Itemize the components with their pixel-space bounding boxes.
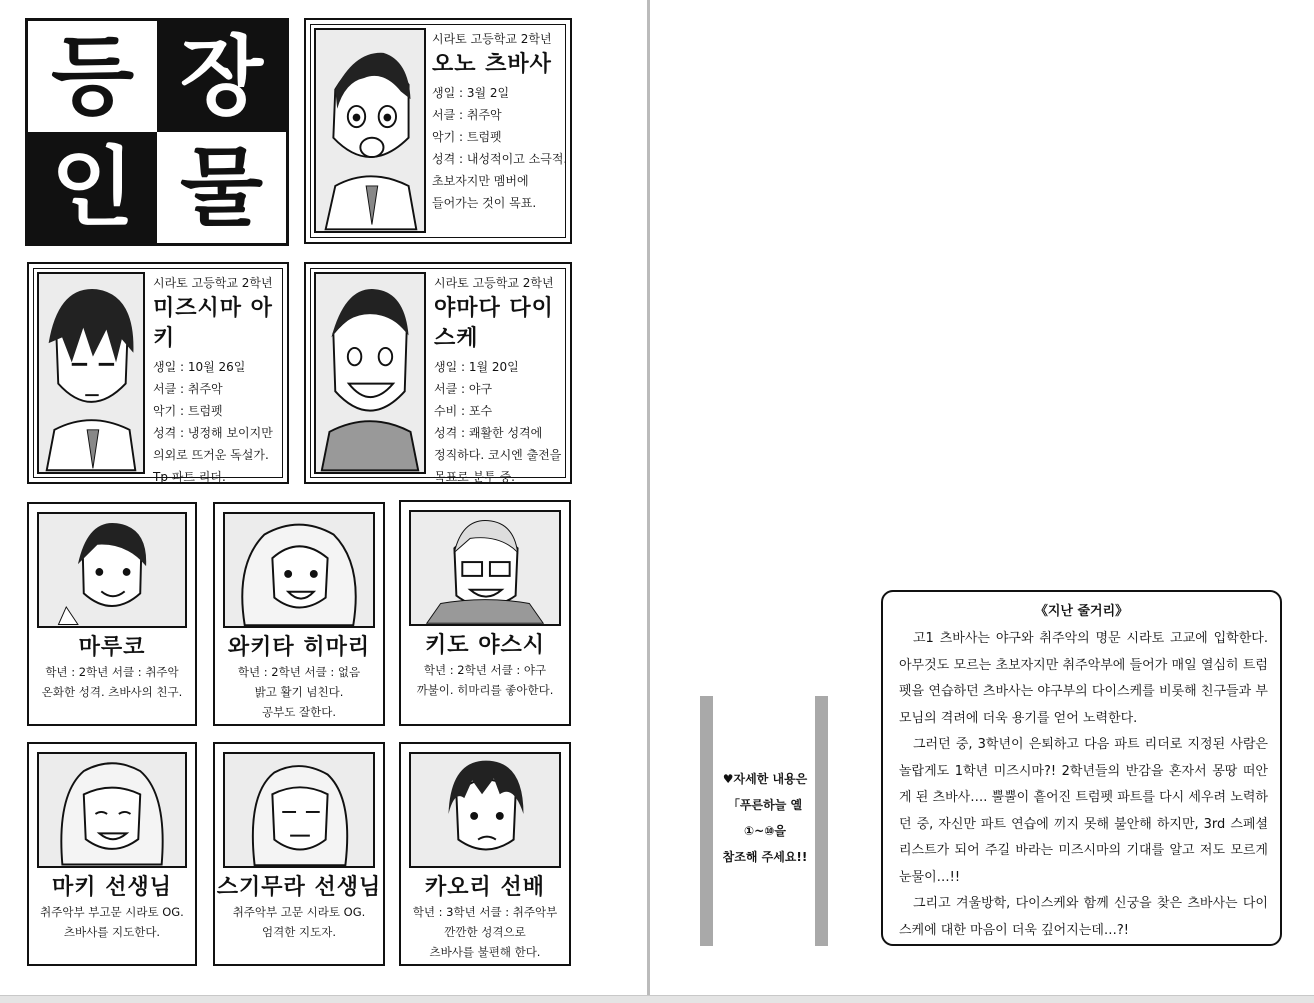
character-detail: 성격 : 냉정해 보이지만 [153,426,273,440]
character-detail: 악기 : 트럼펫 [153,404,223,418]
character-school: 시라토 고등학교 2학년 [153,276,273,290]
title-char: 물 [157,132,286,243]
character-detail: 성격 : 쾌활한 성격에 [434,426,543,440]
character-info [434,272,570,488]
character-detail: 서클 : 취주악 [432,108,502,122]
character-name: 키도 야스시 [425,633,545,658]
reference-note [715,766,815,870]
note-line: ♥자세한 내용은 [722,772,808,786]
decorative-bar-right [815,696,828,946]
side-character-card [27,502,197,726]
character-detail: 서클 : 취주악 [153,382,223,396]
character-card-mizushima [27,262,289,484]
character-detail: 생일 : 1월 20일 [434,360,519,374]
side-character-card [27,742,197,966]
character-description [219,662,379,722]
character-name: 야마다 다이스케 [434,296,554,351]
character-detail: 츠바사를 불편해 한다. [429,945,541,959]
character-detail: 온화한 성격. 츠바사의 친구. [41,685,183,699]
summary-paragraph: 그리고 겨울방학, 다이스케와 함께 신궁을 찾은 츠바사는 다이스케에 대한 마음이 더욱 깊어지는데…?! [899,896,1268,938]
side-character-card [399,500,571,726]
summary-paragraph: 고1 츠바사는 야구와 취주악의 명문 시라토 고교에 입학한다. 아무것도 모르는 초보자지만 취주악부에 들어가 매일 열심히 트럼펫을 연습하던 츠바사는 야구부의 다이스케를 비롯해 친구들과 부모님의 격려에 더욱 용기를 얻어 노력한다. [899,631,1268,726]
character-detail: 생일 : 10월 26일 [153,360,246,374]
character-school: 시라토 고등학교 2학년 [434,276,554,290]
character-detail: 들어가는 것이 목표. [432,196,537,210]
title-char: 등 [28,21,157,132]
character-description [405,660,565,700]
character-name: 마키 선생님 [52,875,172,900]
character-detail: 정직하다. 코시엔 출전을 [434,448,562,462]
character-detail: 까불이. 히마리를 좋아한다. [416,683,554,697]
character-card-tsubasa [304,18,572,244]
character-portrait [37,272,145,474]
character-card-daisuke [304,262,572,484]
character-name: 와키타 히마리 [227,635,371,660]
character-detail: 초보자지만 멤버에 [432,174,529,188]
note-line: ①~⑩을 [744,824,786,838]
character-description [219,902,379,942]
character-description [405,902,565,962]
character-detail: Tp 파트 리더. [153,470,226,484]
character-detail: 취주악부 고문 시라토 OG. [232,905,366,919]
summary-title: 《지난 줄거리》 [1034,604,1129,619]
character-detail: 취주악부 부고문 시라토 OG. [40,905,184,919]
character-name: 스기무라 선생님 [216,875,382,900]
summary-paragraph: 그러던 중, 3학년이 은퇴하고 다음 파트 리더로 지정된 사람은 놀랍게도 1학년 미즈시마?! 2학년들의 반감을 혼자서 몽땅 떠안게 된 츠바사…. 뿔뿔이 흩어진 트럼펫 파트를 다시 세우려 노력하던 중, 자신만 파트 연습에 끼지 못해 불안해 하지만, 3rd 스페셜리스트가 되어 주길 바라는 미즈시마의 기대를 알고 저도 모르게 눈물이…!! [899,737,1268,885]
character-portrait [223,752,375,868]
character-description [33,902,191,942]
character-detail: 츠바사를 지도한다. [63,925,161,939]
character-detail: 수비 : 포수 [434,404,493,418]
side-character-card [213,742,385,966]
character-page [0,0,647,995]
character-detail: 학년 : 3학년 서클 : 취주악부 [412,905,558,919]
title-char: 장 [157,21,286,132]
character-detail: 서클 : 야구 [434,382,493,396]
summary-body [899,626,1268,944]
side-character-card [213,502,385,726]
character-portrait [37,512,187,628]
character-portrait [223,512,375,628]
character-detail: 공부도 잘한다. [262,705,336,719]
character-portrait [314,28,426,233]
character-detail: 학년 : 2학년 서클 : 야구 [423,663,547,677]
title-char: 인 [28,132,157,243]
character-detail: 의외로 뜨거운 독설가. [153,448,269,462]
character-detail: 밝고 활기 넘친다. [254,685,344,699]
character-description [33,662,191,702]
story-summary-box [881,590,1282,946]
character-detail: 깐깐한 성격으로 [444,925,526,939]
character-detail: 악기 : 트럼펫 [432,130,502,144]
character-school: 시라토 고등학교 2학년 [432,32,552,46]
character-detail: 학년 : 2학년 서클 : 취주악 [45,665,179,679]
character-detail: 학년 : 2학년 서클 : 없음 [237,665,361,679]
character-name: 카오리 선배 [425,875,545,900]
note-line: 참조해 주세요!! [722,850,808,864]
character-portrait [409,752,561,868]
character-detail: 생일 : 3월 2일 [432,86,510,100]
character-name: 미즈시마 아키 [153,296,273,351]
character-portrait [314,272,426,474]
character-portrait [37,752,187,868]
decorative-bar-left [700,696,713,946]
side-character-card [399,742,571,966]
character-name: 마루코 [78,635,146,660]
character-detail: 엄격한 지도자. [262,925,336,939]
character-name: 오노 츠바사 [432,52,552,77]
note-line: 「푸른하늘 옐 [727,798,803,812]
title-block [25,18,289,246]
character-info [153,272,287,488]
character-detail: 목표로 분투 중. [434,470,515,484]
character-detail: 성격 : 내성적이고 소극적. [432,152,568,166]
character-info [432,28,567,214]
character-portrait [409,510,561,626]
